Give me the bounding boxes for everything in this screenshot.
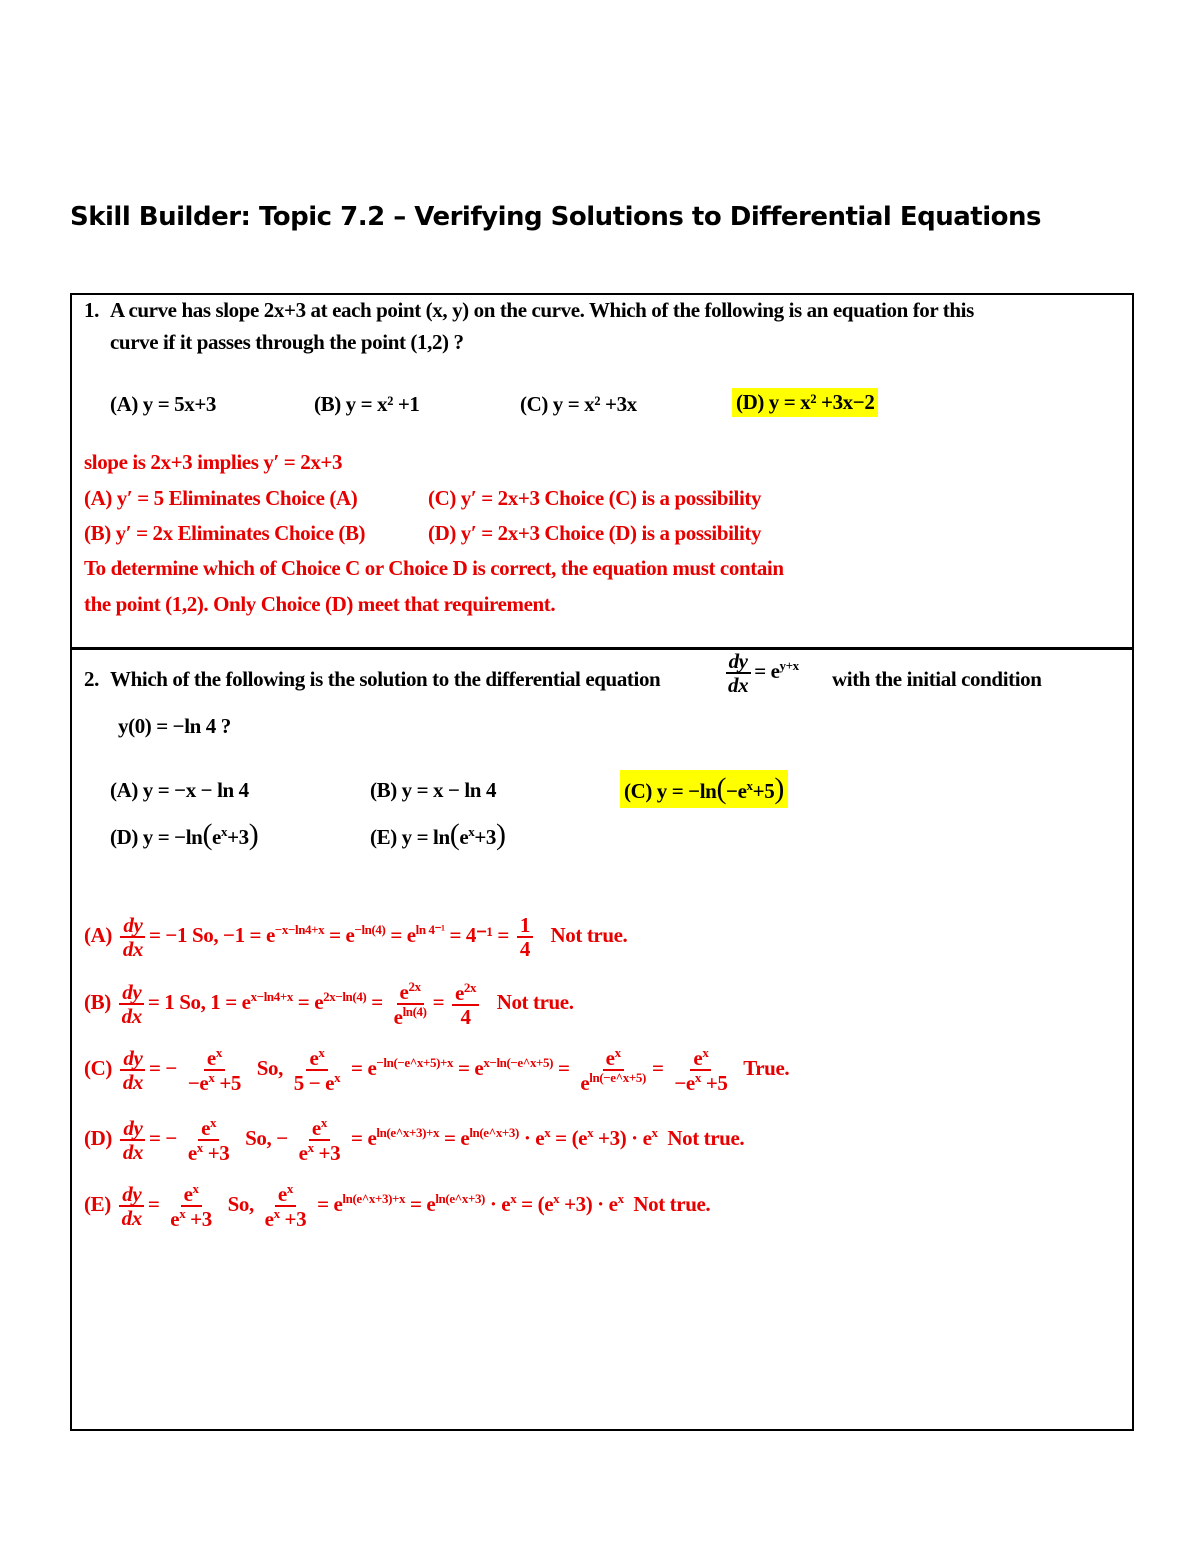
q2-line2: y(0) = −ln 4 ? [118,714,231,738]
q2-solution-e: (E) $\frac{dy}{dx}$ = $\frac{e^x}{e^x +3}$ So, $\frac{e^x}{e^x +3}$ = $e^{ln(e\^{}x+3)+x} = e^{ln(e\^{}x+3)} \cdot e^x = (e^x +3) \cdot e^x$ Not true. [84,1181,711,1232]
q2-line1-end: with the initial condition [832,667,1042,691]
q1-solution-c: (C) y′ = 2x+3 Choice (C) is a possibility [428,486,762,510]
q1-number: 1. [84,298,99,322]
q1-choice-d-highlighted: (D) y = x² +3x−2 [732,388,878,417]
q1-solution-d: (D) y′ = 2x+3 Choice (D) is a possibility [428,521,762,545]
q1-choice-c: (C) y = x² +3x [520,392,637,416]
question-2-box [70,647,1134,1431]
q2-solution-c: (C) $\frac{dy}{dx}$ = − $\frac{e^x}{-e^x +5}$ So, $\frac{e^x}{5 - e^x}$ = $e^{-ln(-e\^{}x+5)+x} = e^{x-ln(-e\^{}x+5)}$ = $\frac{e^x}{e^{ln(-e\^{}x+5)}}$ = $\frac{e^x}{-e^x +5}$ True. [84,1045,790,1096]
q2-choice-e: (E) $y = \ln(e^x+3)$ [370,818,506,851]
q1-line2: curve if it passes through the point (1,2) ? [110,330,464,354]
q2-line1: Which of the following is the solution to the differential equation [110,667,661,691]
q1-solution-line1: slope is 2x+3 implies y′ = 2x+3 [84,450,343,474]
q2-choice-b: (B) y = x − ln 4 [370,778,497,802]
q2-number: 2. [84,667,99,691]
q2-solution-a: (A) $\frac{dy}{dx}$ = −1 So, $-1 = e^{-x-ln4+x} = e^{-ln(4)} = e^{ln 4^{-1}} = 4^{-1}$ = $\frac{1}{4}$ Not true. [84,913,628,962]
q2-solution-b: (B) $\frac{dy}{dx}$ = 1 So, $1 = e^{x-ln4+x} = e^{2x-ln(4)}$ = $\frac{e^{2x}}{e^{ln(4)}}$ = $\frac{e^{2x}}{4}$ Not true. [84,979,574,1030]
page-title: Skill Builder: Topic 7.2 – Verifying Solutions to Differential Equations [70,202,1041,232]
q1-solution-line6: To determine which of Choice C or Choice D is correct, the equation must contain [84,556,784,580]
q1-line1: A curve has slope 2x+3 at each point (x, y) on the curve. Which of the following is an equation for this [110,298,974,322]
q1-solution-line7: the point (1,2). Only Choice (D) meet that requirement. [84,592,556,616]
q2-choice-d: (D) $y = -\ln(e^x+3)$ [110,818,259,851]
q2-choice-a: (A) y = −x − ln 4 [110,778,249,802]
q1-solution-b: (B) y′ = 2x Eliminates Choice (B) [84,521,366,545]
q1-choice-a: (A) y = 5x+3 [110,392,217,416]
q2-differential-equation: $\frac{dy}{dx}$ = $e^{y+x}$ [722,650,799,696]
q1-solution-a: (A) y′ = 5 Eliminates Choice (A) [84,486,358,510]
q1-choice-b: (B) y = x² +1 [314,392,420,416]
q2-choice-c-highlighted: (C) $y = -\ln(-e^x+5)$ [620,770,788,808]
q2-solution-d: (D) $\frac{dy}{dx}$ = − $\frac{e^x}{e^x +3}$ So, − $\frac{e^x}{e^x +3}$ = $e^{ln(e\^{}x+3)+x} = e^{ln(e\^{}x+3)} \cdot e^x = (e^x +3) \cdot e^x$ Not true. [84,1115,745,1166]
